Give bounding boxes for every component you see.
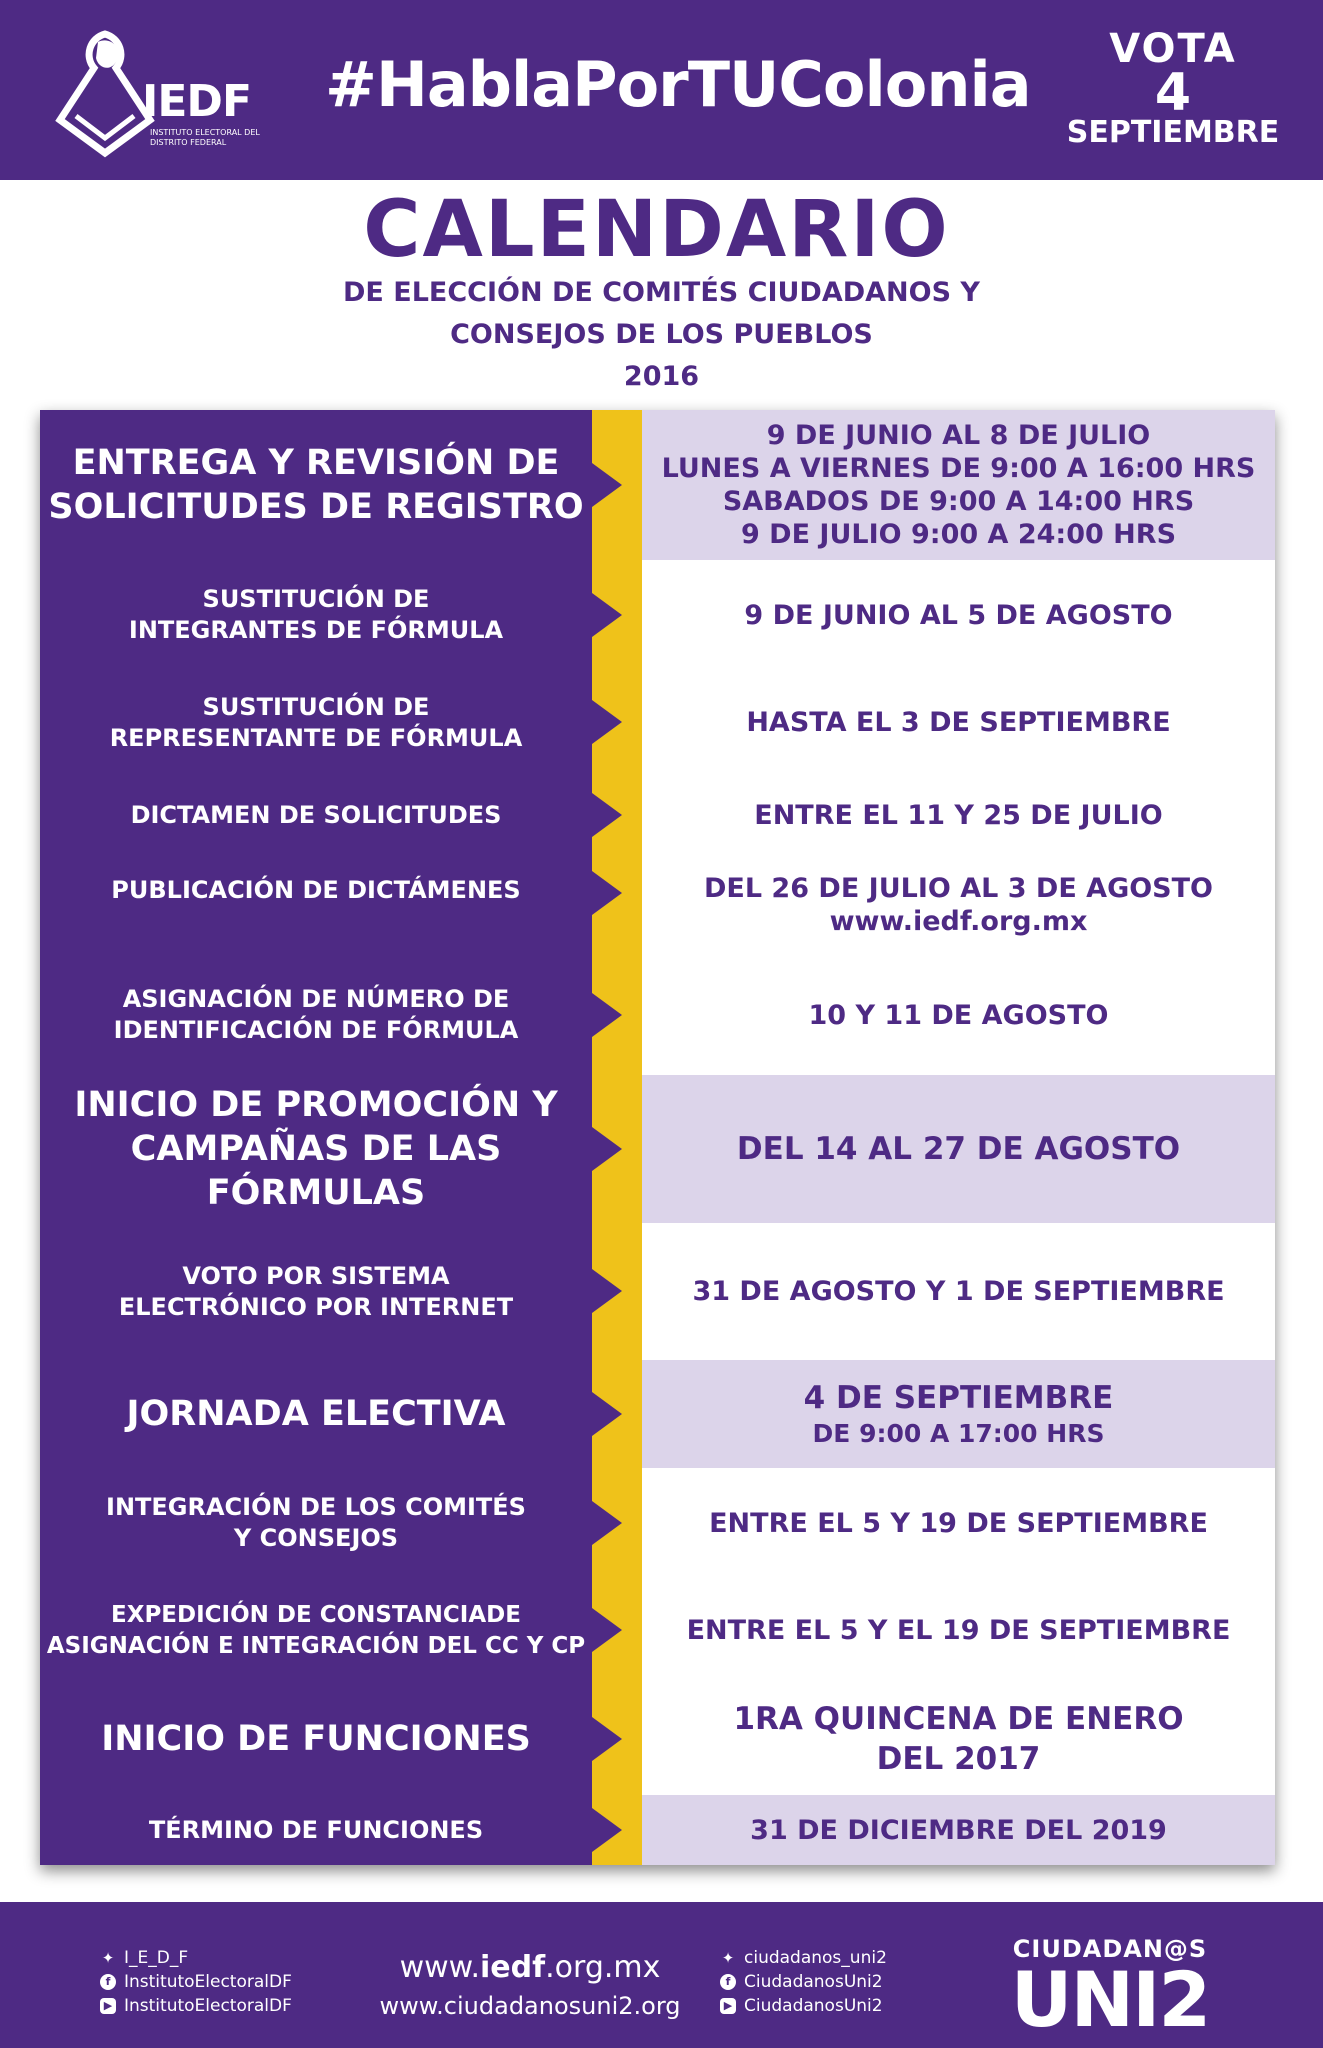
activity-label: PUBLICACIÓN DE DICTÁMENES: [111, 876, 521, 904]
activity-date: 9 DE JUNIO AL 5 DE AGOSTO: [744, 599, 1173, 631]
calendar-table: [40, 410, 1275, 1865]
logo-subtitle: INSTITUTO ELECTORAL DEL DISTRITO FEDERAL: [150, 128, 260, 147]
activity-label: EXPEDICIÓN DE CONSTANCIADE ASIGNACIÓN E INTEGRACIÓN DEL CC Y CP: [46, 1601, 586, 1659]
calendar-row: [40, 855, 1275, 955]
twitter-icon: ✦: [721, 1949, 735, 1967]
activity-date: ENTRE EL 11 Y 25 DE JULIO: [754, 799, 1163, 831]
activity-date: 1RA QUINCENA DE ENERO DEL 2017: [733, 1701, 1184, 1777]
activity-date: 9 DE JUNIO AL 8 DE JULIO LUNES A VIERNES DE 9:00 A 16:00 HRS SABADOS DE 9:00 A 14:00 HRS 9 DE JULIO 9:00 A 24:00 HRS: [642, 410, 1275, 560]
activity-label: DICTAMEN DE SOLICITUDES: [130, 800, 502, 829]
activity-date: ENTRE EL 5 Y EL 19 DE SEPTIEMBRE: [686, 1615, 1231, 1646]
iedf-logo: [50, 28, 260, 158]
uni2-url[interactable]: www.ciudadanosuni2.org: [379, 1992, 681, 2020]
activity-label: SUSTITUCIÓN DE REPRESENTANTE DE FÓRMULA: [109, 692, 523, 752]
activity-label: SUSTITUCIÓN DE INTEGRANTES DE FÓRMULA: [128, 585, 504, 644]
activity-label: JORNADA ELECTIVA: [126, 1394, 506, 1434]
website-links: [370, 1948, 690, 2024]
footer-banner: [0, 1902, 1323, 2048]
calendar-row: [40, 1795, 1275, 1865]
calendar-row: [40, 775, 1275, 855]
iedf-social-links: [100, 1946, 292, 2018]
subtitle-line-1: DE ELECCIÓN DE COMITÉS CIUDADANOS Y: [343, 277, 980, 308]
brand-line-2: UNI2: [1010, 1955, 1210, 2044]
arrow-marker: [592, 1501, 622, 1545]
social-link[interactable]: f InstitutoElectoralDF: [100, 1970, 292, 1994]
calendar-row: [40, 1360, 1275, 1468]
social-link[interactable]: ✦ ciudadanos_uni2: [721, 1948, 887, 1968]
subtitle-line-2: CONSEJOS DE LOS PUEBLOS: [450, 319, 873, 350]
activity-date: 31 DE DICIEMBRE DEL 2019: [642, 1795, 1275, 1865]
social-link[interactable]: ✦ I_E_D_F: [101, 1948, 189, 1968]
hashtag-title: #HablaPorTUColonia: [325, 48, 1031, 121]
arrow-marker: [592, 463, 622, 507]
calendar-row: [40, 1223, 1275, 1360]
social-link[interactable]: f CiudadanosUni2: [720, 1970, 887, 1994]
facebook-icon: f: [100, 1974, 116, 1990]
activity-date: DEL 26 DE JULIO AL 3 DE AGOSTO www.iedf.org.mx: [703, 873, 1214, 937]
activity-label: ENTREGA Y REVISIÓN DE SOLICITUDES DE REGISTRO: [48, 443, 584, 527]
arrow-marker: [592, 993, 622, 1037]
arrow-marker: [592, 700, 622, 744]
arrow-marker: [592, 1392, 622, 1436]
vota-day: 4: [1154, 63, 1192, 123]
calendar-row: [40, 1578, 1275, 1683]
activity-label: INTEGRACIÓN DE LOS COMITÉS Y CONSEJOS: [106, 1493, 526, 1552]
twitter-icon: ✦: [101, 1949, 115, 1967]
activity-label: INICIO DE FUNCIONES: [101, 1719, 531, 1759]
facebook-icon: f: [720, 1974, 736, 1990]
arrow-marker: [592, 1717, 622, 1761]
vota-month: SEPTIEMBRE: [1066, 115, 1280, 150]
arrow-marker: [592, 1808, 622, 1852]
youtube-icon: ▶: [100, 1998, 116, 2014]
activity-date: DEL 14 AL 27 DE AGOSTO: [642, 1075, 1275, 1223]
activity-date: 10 Y 11 DE AGOSTO: [808, 999, 1109, 1031]
activity-date: ENTRE EL 5 Y 19 DE SEPTIEMBRE: [709, 1507, 1208, 1539]
activity-date: HASTA EL 3 DE SEPTIEMBRE: [746, 707, 1171, 738]
logo-text: IEDF: [142, 76, 252, 127]
arrow-marker: [592, 1127, 622, 1171]
vota-label: VOTA: [1109, 26, 1237, 72]
calendar-row: [40, 1468, 1275, 1578]
calendar-title-block: [0, 185, 1323, 398]
arrow-marker: [592, 1608, 622, 1652]
activity-label: INICIO DE PROMOCIÓN Y CAMPAÑAS DE LAS FÓRMULAS: [74, 1085, 558, 1213]
social-link[interactable]: ▶ CiudadanosUni2: [720, 1994, 887, 2018]
ciudadanos-uni2-logo: [985, 1935, 1235, 2044]
calendar-row: [40, 560, 1275, 670]
activity-label: TÉRMINO DE FUNCIONES: [148, 1815, 484, 1844]
arrow-marker: [592, 793, 622, 837]
header-banner: [0, 0, 1323, 180]
subtitle-year: 2016: [623, 361, 700, 392]
calendar-row: [40, 1683, 1275, 1795]
social-link[interactable]: ▶ InstitutoElectoralDF: [100, 1994, 292, 2018]
activity-label: VOTO POR SISTEMA ELECTRÓNICO POR INTERNET: [118, 1261, 514, 1321]
activity-label: ASIGNACIÓN DE NÚMERO DE IDENTIFICACIÓN DE FÓRMULA: [113, 985, 519, 1044]
activity-date: 31 DE AGOSTO Y 1 DE SEPTIEMBRE: [692, 1276, 1225, 1307]
arrow-marker: [592, 1269, 622, 1313]
iedf-url[interactable]: www.iedf.org.mx: [399, 1950, 661, 1985]
calendar-row: [40, 1075, 1275, 1223]
activity-date: 4 DE SEPTIEMBRE DE 9:00 A 17:00 HRS: [642, 1360, 1275, 1468]
calendar-row: [40, 955, 1275, 1075]
youtube-icon: ▶: [720, 1998, 736, 2014]
calendar-row: [40, 670, 1275, 775]
arrow-marker: [592, 593, 622, 637]
calendar-row: [40, 410, 1275, 560]
uni2-social-links: [720, 1946, 887, 2018]
vote-date-badge: [1063, 28, 1283, 150]
page-title: CALENDARIO: [363, 185, 950, 275]
brand-line-1: CIUDADAN@S: [1012, 1935, 1208, 1963]
arrow-marker: [592, 871, 622, 915]
